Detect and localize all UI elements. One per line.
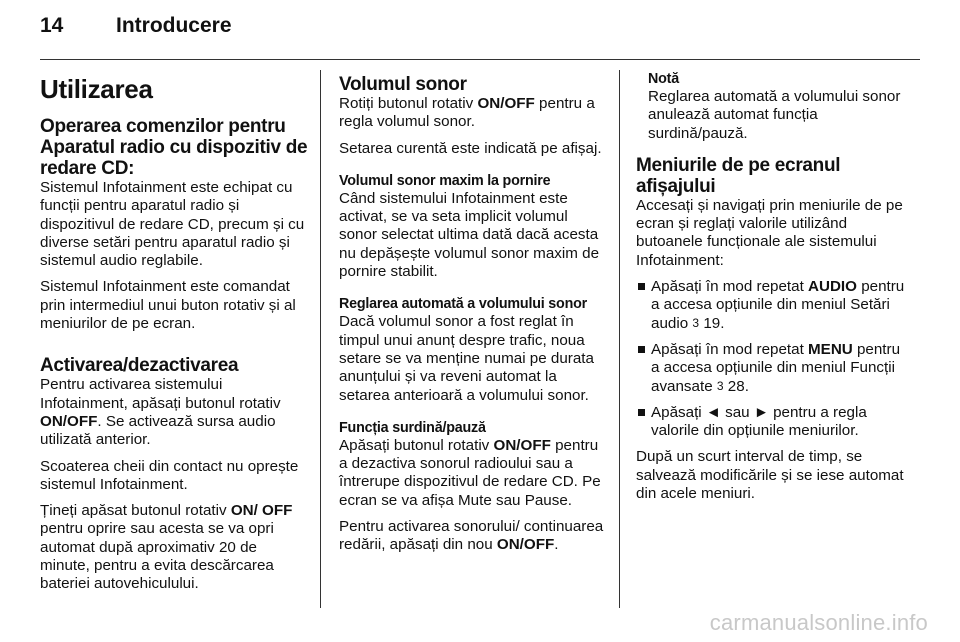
running-title: Introducere xyxy=(116,14,232,37)
list-item: Apăsați ◄ sau ► pentru a regla valorile din opțiunile meniurilor. xyxy=(636,404,906,441)
paragraph-key-removal: Scoaterea cheii din contact nu oprește sistemul Infotainment. xyxy=(40,457,299,493)
page-reference-icon: 3 xyxy=(716,378,724,393)
page-header xyxy=(40,14,232,48)
paragraph-activation: Pentru activarea sistemului Infotainment, apăsați butonul rotativ ON/OFF. Se activează sursa audio utilizată anterior. xyxy=(40,376,281,449)
column-divider-1 xyxy=(320,70,321,608)
bullet-square-icon xyxy=(638,283,645,290)
paragraph-auto-off: Țineți apăsat butonul rotativ ON/ OFF pentru oprire sau acesta se va opri automat după aproximativ 20 de minute, pentru a evita descărcarea bateriei autovehiculului. xyxy=(40,502,293,593)
column-1 xyxy=(40,70,308,594)
note-box xyxy=(636,70,906,143)
watermark: carmanualsonline.info xyxy=(709,610,928,635)
paragraph-cd-equipment: Sistemul Infotainment este echipat cu funcții pentru aparatul radio și dispozitivul de redare CD, precum și cu diverse setări pentru aparatul radio și sistemul audio reglabile. xyxy=(40,179,305,270)
section-title: Utilizarea xyxy=(40,74,153,104)
page-number: 14 xyxy=(40,14,64,37)
paragraph-auto-save: După un scurt interval de timp, se salvează modificările și se iese automat din acele meniuri. xyxy=(636,448,904,503)
column-2 xyxy=(339,70,605,555)
heading-mute-pause: Funcția surdină/pauză xyxy=(339,419,486,436)
paragraph-max-volume: Când sistemului Infotainment este activat, se va seta implicit volumul sonor selectat ultima dată dacă acesta nu depășește volumul sonor maxim de pornire stabilit. xyxy=(339,189,600,281)
column-divider-2 xyxy=(619,70,620,608)
header-divider xyxy=(40,59,920,60)
page-reference: 19. xyxy=(703,314,725,332)
page-reference-icon: 3 xyxy=(692,315,700,330)
paragraph-menus-intro: Accesați și navigați prin meniurile de pe ecran și reglați valorile utilizând butoanele funcționale ale sistemului Infotainment: xyxy=(636,196,903,269)
list-item: Apăsați în mod repetat AUDIO pentru a accesa opțiunile din meniul Setări audio 3 19. xyxy=(636,278,906,333)
column-3 xyxy=(636,70,906,503)
paragraph-unmute: Pentru activarea sonorului/ continuarea redării, apăsați din nou ON/OFF. xyxy=(339,518,604,554)
paragraph-auto-volume: Dacă volumul sonor a fost reglat în timpul unui anunț despre trafic, noua setare se va menține numai pe durata anunțului și va reveni automat la setarea anterioară a volumului sonor. xyxy=(339,313,594,404)
heading-auto-volume: Reglarea automată a volumului sonor xyxy=(339,296,588,313)
heading-display-menus: Meniurile de pe ecranul afișajului xyxy=(636,154,841,197)
heading-on-off: Activarea/dezactivarea xyxy=(40,355,239,377)
bullet-square-icon xyxy=(638,409,645,416)
list-item: Apăsați în mod repetat MENU pentru a accesa opțiunile din meniul Funcții avansate 3 28. xyxy=(636,341,906,396)
menu-instructions-list xyxy=(636,278,906,440)
note-text: Reglarea automată a volumului sonor anulează automat funcția surdină/pauză. xyxy=(648,88,901,142)
heading-max-volume: Volumul sonor maxim la pornire xyxy=(339,172,551,189)
paragraph-volume-display: Setarea curentă este indicată pe afișaj. xyxy=(339,139,602,157)
note-heading: Notă xyxy=(648,71,679,87)
paragraph-mute: Apăsați butonul rotativ ON/OFF pentru a dezactiva sonorul radioului sau a întrerupe dispozitivul de redare CD. Pe ecran se va afișa Mute sau Pause. xyxy=(339,436,601,509)
paragraph-cd-controls: Sistemul Infotainment este comandat prin intermediul unui buton rotativ și al meniurilor de pe ecran. xyxy=(40,278,296,333)
page-reference: 28. xyxy=(727,377,749,395)
heading-cd-controls: Operarea comenzilor pentru Aparatul radio cu dispozitiv de redare CD: xyxy=(40,116,308,179)
paragraph-volume: Rotiți butonul rotativ ON/OFF pentru a regla volumul sonor. xyxy=(339,95,595,131)
bullet-square-icon xyxy=(638,346,645,353)
heading-volume: Volumul sonor xyxy=(339,74,467,95)
